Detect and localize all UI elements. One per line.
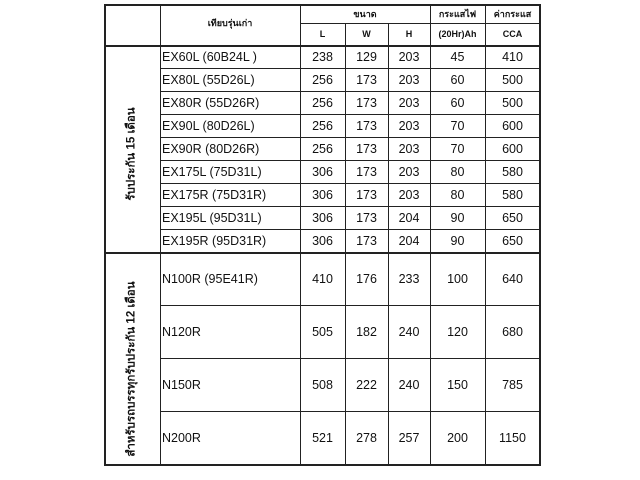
capacity-cell: 90	[450, 233, 465, 248]
header-cca-unit: CCA	[502, 29, 523, 39]
column-divider	[300, 4, 301, 464]
height-cell: 203	[398, 164, 420, 179]
header-dim-l: L	[319, 29, 326, 39]
model-cell: EX60L (60B24L )	[162, 49, 257, 64]
column-divider	[104, 4, 106, 466]
model-cell: EX175R (75D31R)	[162, 187, 267, 202]
cca-cell: 410	[502, 49, 523, 64]
length-cell: 306	[312, 233, 333, 248]
column-divider	[430, 4, 431, 464]
row-divider	[160, 91, 540, 92]
group-label-15-month	[104, 45, 160, 263]
row-divider	[160, 206, 540, 207]
row-divider	[160, 183, 540, 184]
capacity-cell: 90	[450, 210, 465, 225]
row-divider	[160, 68, 540, 69]
length-cell: 238	[312, 49, 333, 64]
length-cell: 410	[312, 271, 333, 286]
height-cell: 240	[398, 324, 420, 339]
height-cell: 204	[398, 210, 420, 225]
row-divider	[104, 45, 540, 47]
row-divider	[160, 229, 540, 230]
header-dim-h: H	[405, 29, 413, 39]
header-dimensions: ขนาด	[353, 9, 377, 19]
height-cell: 203	[398, 141, 420, 156]
model-cell: N120R	[162, 324, 201, 339]
capacity-cell: 60	[450, 72, 465, 87]
row-divider	[160, 114, 540, 115]
group-label-12-month-text: สำหรับรถบรรทุกรับประกัน 12 เดือน	[126, 281, 138, 457]
cca-cell: 785	[502, 377, 523, 392]
capacity-cell: 70	[450, 118, 465, 133]
height-cell: 203	[398, 118, 420, 133]
cca-cell: 580	[502, 164, 523, 179]
width-cell: 278	[356, 430, 377, 445]
width-cell: 222	[356, 377, 377, 392]
length-cell: 306	[312, 210, 333, 225]
cca-cell: 500	[502, 95, 523, 110]
row-divider	[160, 137, 540, 138]
row-divider	[104, 4, 540, 6]
header-current-unit: (20Hr)Ah	[438, 29, 477, 39]
width-cell: 173	[356, 95, 377, 110]
capacity-cell: 150	[447, 377, 468, 392]
width-cell: 173	[356, 118, 377, 133]
cca-cell: 1150	[499, 430, 526, 445]
height-cell: 204	[398, 233, 420, 248]
cca-cell: 500	[502, 72, 523, 87]
cca-cell: 650	[502, 210, 523, 225]
length-cell: 306	[312, 164, 333, 179]
column-divider	[160, 4, 161, 464]
length-cell: 256	[312, 95, 333, 110]
row-divider	[300, 23, 540, 24]
model-cell: EX195R (95D31R)	[162, 233, 267, 248]
cca-cell: 650	[502, 233, 523, 248]
column-divider	[539, 4, 541, 466]
width-cell: 173	[356, 210, 377, 225]
model-cell: EX90R (80D26R)	[162, 141, 260, 156]
row-divider	[160, 160, 540, 161]
width-cell: 173	[356, 233, 377, 248]
row-divider	[160, 358, 540, 359]
header-cca-title: ค่ากระแส	[493, 9, 532, 19]
row-divider	[104, 252, 540, 254]
width-cell: 176	[356, 271, 377, 286]
length-cell: 256	[312, 141, 333, 156]
length-cell: 521	[312, 430, 333, 445]
cca-cell: 640	[502, 271, 523, 286]
capacity-cell: 200	[447, 430, 468, 445]
row-divider	[104, 464, 540, 466]
width-cell: 182	[356, 324, 377, 339]
cca-cell: 680	[502, 324, 523, 339]
model-cell: N200R	[162, 430, 201, 445]
height-cell: 203	[398, 49, 420, 64]
header-current: กระแสไฟ	[438, 9, 477, 19]
height-cell: 203	[398, 72, 420, 87]
length-cell: 256	[312, 118, 333, 133]
capacity-cell: 80	[450, 187, 465, 202]
header-compare-old-model: เทียบรุ่นเก่า	[207, 18, 253, 28]
model-cell: EX90L (80D26L)	[162, 118, 255, 133]
model-cell: EX80R (55D26R)	[162, 95, 260, 110]
column-divider	[485, 4, 486, 464]
capacity-cell: 70	[450, 141, 465, 156]
width-cell: 173	[356, 164, 377, 179]
row-divider	[160, 305, 540, 306]
capacity-cell: 120	[447, 324, 468, 339]
capacity-cell: 80	[450, 164, 465, 179]
width-cell: 173	[356, 72, 377, 87]
height-cell: 203	[398, 187, 420, 202]
width-cell: 173	[356, 187, 377, 202]
height-cell: 233	[398, 271, 420, 286]
model-cell: EX175L (75D31L)	[162, 164, 262, 179]
height-cell: 240	[398, 377, 420, 392]
group-label-15-month-text: รับประกัน 15 เดือน	[126, 107, 138, 201]
cca-cell: 600	[502, 118, 523, 133]
cca-cell: 600	[502, 141, 523, 156]
length-cell: 306	[312, 187, 333, 202]
model-cell: EX80L (55D26L)	[162, 72, 255, 87]
height-cell: 257	[398, 430, 420, 445]
width-cell: 173	[356, 141, 377, 156]
capacity-cell: 100	[447, 271, 468, 286]
group-label-12-month	[104, 263, 160, 475]
model-cell: N150R	[162, 377, 201, 392]
model-cell: EX195L (95D31L)	[162, 210, 262, 225]
length-cell: 256	[312, 72, 333, 87]
header-dim-w: W	[362, 29, 371, 39]
column-divider	[388, 23, 389, 464]
length-cell: 505	[312, 324, 333, 339]
capacity-cell: 60	[450, 95, 465, 110]
cca-cell: 580	[502, 187, 523, 202]
length-cell: 508	[312, 377, 333, 392]
height-cell: 203	[398, 95, 420, 110]
row-divider	[160, 411, 540, 412]
column-divider	[345, 23, 346, 464]
capacity-cell: 45	[450, 49, 465, 64]
model-cell: N100R (95E41R)	[162, 271, 258, 286]
width-cell: 129	[356, 49, 377, 64]
